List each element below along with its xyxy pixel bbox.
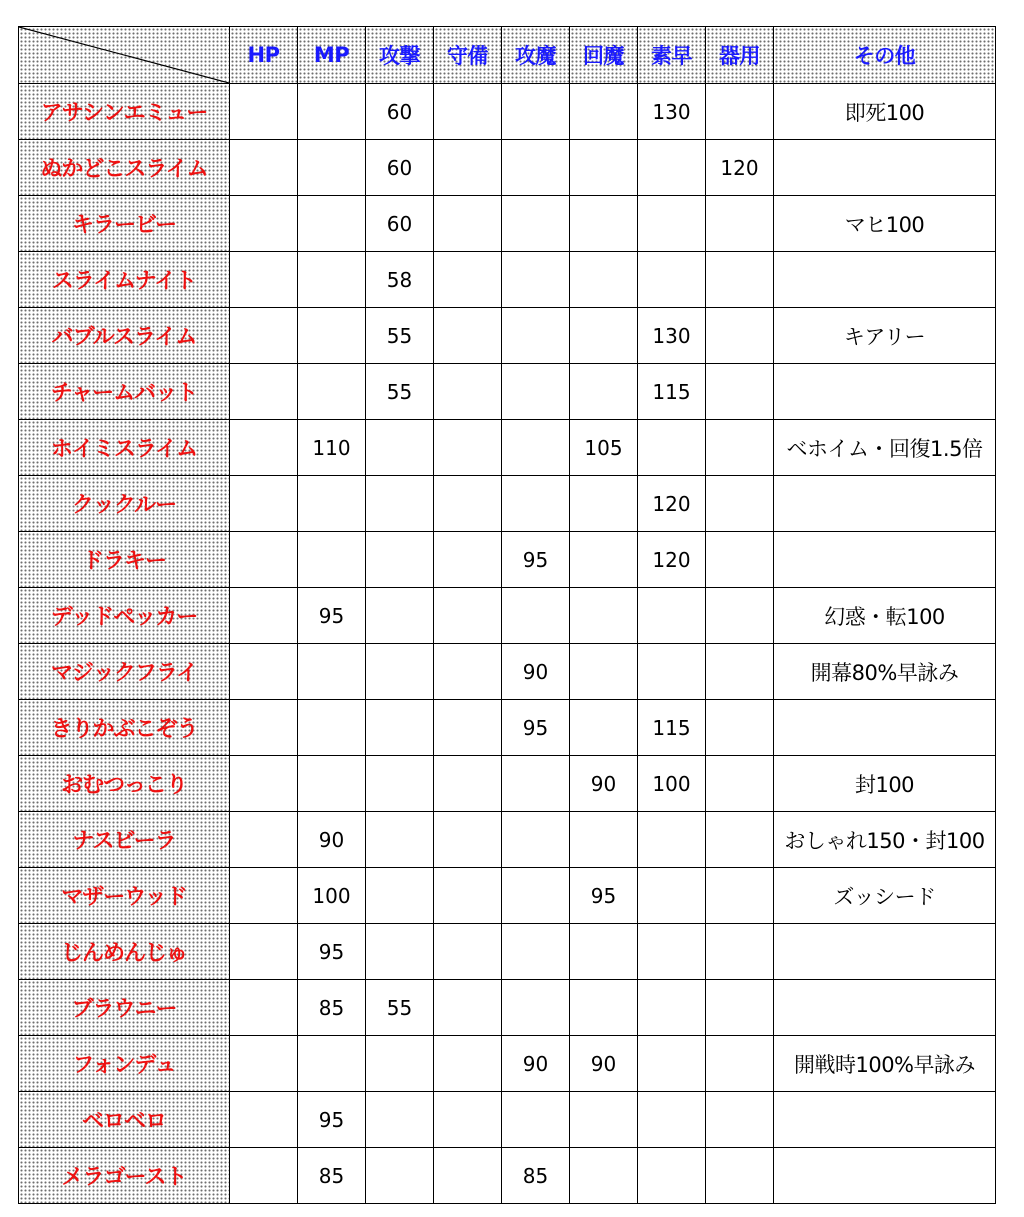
stat-cell-attack-magic: 90: [502, 644, 570, 700]
stat-cell-attack-magic: 95: [502, 532, 570, 588]
table-row: [19, 364, 996, 420]
stat-cell-dexterity: [706, 980, 774, 1036]
stat-cell-mp: [298, 308, 366, 364]
stat-cell-dexterity: [706, 700, 774, 756]
stat-cell-heal-magic: 95: [570, 868, 638, 924]
stat-cell-defense: [434, 1036, 502, 1092]
stat-cell-attack: [366, 1148, 434, 1204]
monster-name-cell: ぬかどこスライム: [19, 140, 230, 196]
stat-cell-defense: [434, 84, 502, 140]
stat-cell-dexterity: [706, 1148, 774, 1204]
monster-name-cell: バブルスライム: [19, 308, 230, 364]
stat-cell-dexterity: [706, 644, 774, 700]
stat-cell-hp: [230, 700, 298, 756]
stat-cell-defense: [434, 140, 502, 196]
stat-cell-speed: [638, 980, 706, 1036]
stat-cell-speed: [638, 140, 706, 196]
stat-cell-mp: 90: [298, 812, 366, 868]
stat-cell-heal-magic: [570, 196, 638, 252]
stat-cell-attack-magic: [502, 756, 570, 812]
stat-cell-attack-magic: [502, 924, 570, 980]
table-row: [19, 532, 996, 588]
stat-cell-heal-magic: [570, 476, 638, 532]
stat-cell-heal-magic: [570, 252, 638, 308]
stat-cell-attack: [366, 868, 434, 924]
table-row: [19, 756, 996, 812]
stat-cell-attack-magic: [502, 364, 570, 420]
other-notes-cell: [774, 364, 996, 420]
stat-cell-attack: [366, 756, 434, 812]
other-notes-cell: [774, 924, 996, 980]
stat-cell-attack-magic: [502, 476, 570, 532]
table-row: [19, 1036, 996, 1092]
stat-cell-heal-magic: [570, 364, 638, 420]
other-notes-cell: ベホイム・回復1.5倍: [774, 420, 996, 476]
stat-cell-heal-magic: [570, 924, 638, 980]
other-notes-cell: 封100: [774, 756, 996, 812]
stat-cell-defense: [434, 812, 502, 868]
stat-cell-hp: [230, 644, 298, 700]
table-row: [19, 1092, 996, 1148]
stat-cell-defense: [434, 476, 502, 532]
stat-cell-speed: 130: [638, 308, 706, 364]
stat-cell-defense: [434, 868, 502, 924]
stat-cell-mp: [298, 140, 366, 196]
table-row: [19, 812, 996, 868]
stat-cell-attack-magic: [502, 812, 570, 868]
stat-cell-attack: [366, 532, 434, 588]
stat-cell-dexterity: [706, 812, 774, 868]
other-notes-cell: [774, 980, 996, 1036]
stat-cell-speed: [638, 420, 706, 476]
stat-cell-heal-magic: [570, 700, 638, 756]
stat-cell-speed: [638, 588, 706, 644]
stat-cell-dexterity: [706, 868, 774, 924]
stat-cell-dexterity: [706, 364, 774, 420]
stat-cell-dexterity: [706, 252, 774, 308]
stat-cell-attack-magic: [502, 588, 570, 644]
stat-cell-defense: [434, 1148, 502, 1204]
stat-cell-heal-magic: 105: [570, 420, 638, 476]
stat-cell-mp: [298, 1036, 366, 1092]
monster-name-cell: クックルー: [19, 476, 230, 532]
stat-cell-defense: [434, 700, 502, 756]
stat-cell-mp: 85: [298, 980, 366, 1036]
other-notes-cell: [774, 1092, 996, 1148]
column-header-attack: 攻撃: [366, 27, 434, 84]
stat-cell-mp: 95: [298, 1092, 366, 1148]
stat-cell-attack: [366, 420, 434, 476]
monster-name-cell: じんめんじゅ: [19, 924, 230, 980]
stat-cell-heal-magic: [570, 588, 638, 644]
stat-cell-attack: [366, 1092, 434, 1148]
stat-cell-dexterity: [706, 756, 774, 812]
stat-cell-dexterity: [706, 420, 774, 476]
stat-cell-heal-magic: [570, 1092, 638, 1148]
stat-cell-attack-magic: [502, 1092, 570, 1148]
stat-cell-dexterity: [706, 1036, 774, 1092]
stat-cell-hp: [230, 868, 298, 924]
column-header-heal-magic: 回魔: [570, 27, 638, 84]
stat-cell-attack: 60: [366, 84, 434, 140]
stat-cell-speed: [638, 868, 706, 924]
monster-name-cell: メラゴースト: [19, 1148, 230, 1204]
table-row: [19, 924, 996, 980]
stat-cell-speed: [638, 1036, 706, 1092]
other-notes-cell: [774, 140, 996, 196]
stat-cell-hp: [230, 812, 298, 868]
stat-cell-defense: [434, 364, 502, 420]
monster-name-cell: チャームバット: [19, 364, 230, 420]
stat-cell-attack: [366, 1036, 434, 1092]
stat-cell-attack: 60: [366, 140, 434, 196]
stat-cell-attack-magic: [502, 420, 570, 476]
stat-cell-defense: [434, 1092, 502, 1148]
stat-cell-attack-magic: 95: [502, 700, 570, 756]
stat-cell-attack: [366, 812, 434, 868]
table-row: [19, 588, 996, 644]
stat-cell-hp: [230, 308, 298, 364]
stat-cell-hp: [230, 588, 298, 644]
stat-cell-dexterity: [706, 588, 774, 644]
stat-cell-speed: [638, 196, 706, 252]
other-notes-cell: 開戦時100%早詠み: [774, 1036, 996, 1092]
monster-name-cell: アサシンエミュー: [19, 84, 230, 140]
stat-cell-attack-magic: [502, 308, 570, 364]
stat-cell-attack-magic: [502, 980, 570, 1036]
stat-cell-defense: [434, 308, 502, 364]
stat-cell-mp: [298, 700, 366, 756]
monster-name-cell: ドラキー: [19, 532, 230, 588]
stat-cell-speed: 120: [638, 476, 706, 532]
table-row: [19, 868, 996, 924]
stat-cell-attack-magic: [502, 84, 570, 140]
stat-cell-hp: [230, 364, 298, 420]
monster-name-cell: ブラウニー: [19, 980, 230, 1036]
stat-cell-attack-magic: 90: [502, 1036, 570, 1092]
stat-cell-dexterity: [706, 308, 774, 364]
stat-cell-speed: [638, 812, 706, 868]
stat-cell-mp: [298, 476, 366, 532]
stat-cell-attack-magic: [502, 196, 570, 252]
stat-cell-mp: [298, 196, 366, 252]
other-notes-cell: 開幕80%早詠み: [774, 644, 996, 700]
stat-cell-mp: [298, 252, 366, 308]
table-row: [19, 476, 996, 532]
stat-cell-hp: [230, 1148, 298, 1204]
table-row: [19, 140, 996, 196]
stat-cell-hp: [230, 476, 298, 532]
stat-cell-heal-magic: [570, 140, 638, 196]
other-notes-cell: [774, 1148, 996, 1204]
stat-cell-attack-magic: [502, 252, 570, 308]
monster-name-cell: デッドペッカー: [19, 588, 230, 644]
stat-cell-defense: [434, 588, 502, 644]
other-notes-cell: [774, 476, 996, 532]
corner-cell: [19, 27, 230, 84]
stat-cell-dexterity: [706, 532, 774, 588]
stat-cell-hp: [230, 140, 298, 196]
stat-cell-attack: [366, 644, 434, 700]
stat-cell-attack: [366, 700, 434, 756]
stat-cell-hp: [230, 924, 298, 980]
stat-cell-heal-magic: 90: [570, 756, 638, 812]
stat-cell-speed: 115: [638, 700, 706, 756]
stat-cell-hp: [230, 84, 298, 140]
monster-name-cell: マザーウッド: [19, 868, 230, 924]
stat-cell-heal-magic: [570, 308, 638, 364]
stat-cell-mp: 95: [298, 588, 366, 644]
stat-cell-defense: [434, 196, 502, 252]
table-row: [19, 252, 996, 308]
stat-cell-defense: [434, 420, 502, 476]
monster-name-cell: ホイミスライム: [19, 420, 230, 476]
monster-name-cell: キラービー: [19, 196, 230, 252]
stat-cell-attack-magic: 85: [502, 1148, 570, 1204]
monster-name-cell: フォンデュ: [19, 1036, 230, 1092]
stat-cell-heal-magic: [570, 812, 638, 868]
stat-cell-speed: 120: [638, 532, 706, 588]
other-notes-cell: 幻惑・転100: [774, 588, 996, 644]
stat-cell-mp: [298, 532, 366, 588]
stat-cell-speed: [638, 644, 706, 700]
stat-cell-speed: 115: [638, 364, 706, 420]
stat-cell-dexterity: [706, 1092, 774, 1148]
monster-name-cell: スライムナイト: [19, 252, 230, 308]
table-row: [19, 308, 996, 364]
stat-cell-defense: [434, 980, 502, 1036]
other-notes-cell: マヒ100: [774, 196, 996, 252]
stat-cell-hp: [230, 1092, 298, 1148]
stat-cell-heal-magic: [570, 532, 638, 588]
stat-cell-attack: [366, 476, 434, 532]
stat-cell-defense: [434, 532, 502, 588]
column-header-attack-magic: 攻魔: [502, 27, 570, 84]
table-row: [19, 700, 996, 756]
stat-cell-mp: 95: [298, 924, 366, 980]
monster-name-cell: ナスビーラ: [19, 812, 230, 868]
column-header-defense: 守備: [434, 27, 502, 84]
stat-cell-dexterity: [706, 476, 774, 532]
stat-cell-dexterity: [706, 84, 774, 140]
column-header-dexterity: 器用: [706, 27, 774, 84]
header-row: [19, 27, 996, 84]
stat-cell-speed: [638, 1148, 706, 1204]
stat-cell-mp: [298, 364, 366, 420]
column-header-other: その他: [774, 27, 996, 84]
stat-cell-hp: [230, 756, 298, 812]
stat-cell-speed: [638, 252, 706, 308]
stat-cell-mp: 110: [298, 420, 366, 476]
column-header-hp: HP: [230, 27, 298, 84]
stat-cell-hp: [230, 252, 298, 308]
stat-cell-attack: 58: [366, 252, 434, 308]
stat-cell-defense: [434, 252, 502, 308]
stat-cell-defense: [434, 924, 502, 980]
stat-cell-heal-magic: 90: [570, 1036, 638, 1092]
stat-cell-attack: 55: [366, 308, 434, 364]
stat-cell-heal-magic: [570, 1148, 638, 1204]
stat-cell-mp: [298, 644, 366, 700]
stat-cell-attack: 55: [366, 364, 434, 420]
monster-name-cell: おむつっこり: [19, 756, 230, 812]
stat-cell-defense: [434, 644, 502, 700]
table-row: [19, 1148, 996, 1204]
table-row: [19, 84, 996, 140]
stat-cell-dexterity: [706, 196, 774, 252]
stat-cell-mp: [298, 756, 366, 812]
stat-cell-attack: [366, 924, 434, 980]
other-notes-cell: [774, 252, 996, 308]
monster-name-cell: きりかぶこぞう: [19, 700, 230, 756]
stat-cell-hp: [230, 420, 298, 476]
stat-cell-speed: 130: [638, 84, 706, 140]
other-notes-cell: キアリー: [774, 308, 996, 364]
stat-cell-defense: [434, 756, 502, 812]
other-notes-cell: [774, 532, 996, 588]
stat-cell-attack: [366, 588, 434, 644]
stat-cell-hp: [230, 980, 298, 1036]
stat-cell-hp: [230, 532, 298, 588]
stat-cell-speed: [638, 924, 706, 980]
other-notes-cell: おしゃれ150・封100: [774, 812, 996, 868]
other-notes-cell: 即死100: [774, 84, 996, 140]
stat-cell-mp: 85: [298, 1148, 366, 1204]
stat-cell-attack-magic: [502, 868, 570, 924]
stat-cell-attack-magic: [502, 140, 570, 196]
stat-cell-mp: [298, 84, 366, 140]
stat-cell-attack: 60: [366, 196, 434, 252]
table-row: [19, 980, 996, 1036]
stat-cell-dexterity: [706, 924, 774, 980]
stat-cell-attack: 55: [366, 980, 434, 1036]
diagonal-divider: [19, 27, 229, 83]
stat-cell-hp: [230, 1036, 298, 1092]
stat-cell-heal-magic: [570, 980, 638, 1036]
monster-name-cell: ベロベロ: [19, 1092, 230, 1148]
stat-cell-heal-magic: [570, 84, 638, 140]
monster-name-cell: マジックフライ: [19, 644, 230, 700]
stat-cell-mp: 100: [298, 868, 366, 924]
other-notes-cell: ズッシード: [774, 868, 996, 924]
column-header-mp: MP: [298, 27, 366, 84]
stat-cell-hp: [230, 196, 298, 252]
other-notes-cell: [774, 700, 996, 756]
monster-stats-table: [18, 26, 996, 1204]
stat-cell-heal-magic: [570, 644, 638, 700]
table-row: [19, 420, 996, 476]
stat-cell-speed: [638, 1092, 706, 1148]
stat-cell-dexterity: 120: [706, 140, 774, 196]
table-row: [19, 196, 996, 252]
stat-cell-speed: 100: [638, 756, 706, 812]
table-row: [19, 644, 996, 700]
column-header-speed: 素早: [638, 27, 706, 84]
